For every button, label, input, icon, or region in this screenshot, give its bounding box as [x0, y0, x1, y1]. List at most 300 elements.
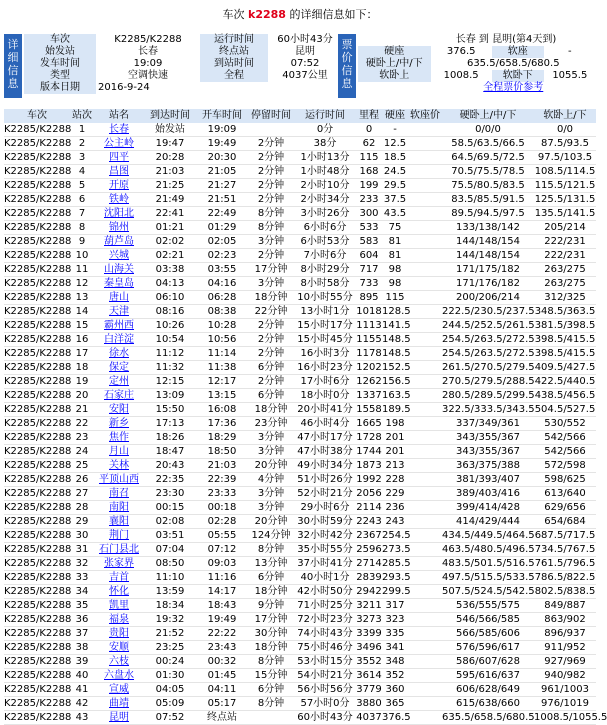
run-time-label: 运行时间 [200, 34, 268, 46]
station-link[interactable]: 唐山 [109, 292, 129, 303]
cell-stop: 18分钟 [248, 403, 294, 417]
col-header-stop: 停留时间 [248, 109, 294, 123]
cell-seq: 8 [70, 221, 94, 235]
station-link[interactable]: 石门县北 [99, 544, 139, 555]
cell-soft-sleeper: 629/656 [534, 501, 596, 515]
cell-soft-seat [408, 361, 442, 375]
cell-hard-seat: 243 [382, 515, 408, 529]
cell-stop: 18分钟 [248, 585, 294, 599]
cell-soft-sleeper: 734.5/767.5 [534, 544, 596, 555]
cell-km: 733 [356, 277, 382, 291]
cell-hard-seat: 201 [382, 445, 408, 459]
hard-sleeper-label: 硬卧上/中/下 [358, 58, 431, 70]
cell-hard-seat: 98 [382, 263, 408, 277]
cell-soft-seat [408, 207, 442, 221]
station-link[interactable]: 荆门 [109, 530, 129, 541]
station-link[interactable]: 昌图 [109, 166, 129, 177]
cell-train: K2285/K2288 [4, 306, 72, 317]
cell-stop: 17分钟 [248, 613, 294, 627]
cell-depart: 11:38 [196, 361, 248, 375]
cell-depart: 00:18 [196, 501, 248, 515]
cell-elapsed: 16小时23分 [294, 361, 356, 375]
price-route: 长春 到 昆明(第4天到) [455, 34, 557, 45]
depart-station-value: 长春 [138, 46, 158, 57]
station-link[interactable]: 六盘水 [104, 670, 134, 681]
cell-hard-seat: 81 [382, 249, 408, 263]
cell-elapsed: 17小时6分 [294, 375, 356, 389]
station-link[interactable]: 襄阳 [109, 516, 129, 527]
col-header-elapsed: 运行时间 [294, 109, 356, 123]
cell-station [94, 473, 144, 487]
station-link[interactable]: 徐水 [109, 348, 129, 359]
cell-train: K2285/K2288 [4, 292, 72, 303]
cell-km: 1744 [356, 446, 382, 457]
cell-soft-sleeper: 205/214 [534, 221, 596, 235]
cell-train: K2285/K2288 [4, 152, 72, 163]
cell-km: 3880 [356, 698, 382, 709]
cell-train: K2285/K2288 [4, 712, 72, 723]
station-link[interactable]: 南阳 [109, 502, 129, 513]
station-link[interactable]: 关林 [109, 460, 129, 471]
cell-train: K2285/K2288 [4, 600, 72, 611]
cell-stop: 4分钟 [248, 473, 294, 487]
cell-hard-sleeper: 270.5/279.5/288.5 [442, 376, 535, 387]
cell-station [94, 585, 144, 599]
cell-depart: 02:23 [196, 249, 248, 263]
station-link[interactable]: 铁岭 [109, 194, 129, 205]
col-header-depart: 开车时间 [196, 109, 248, 123]
station-link[interactable]: 贵阳 [109, 628, 129, 639]
cell-km: 3399 [356, 628, 382, 639]
cell-seq: 41 [70, 683, 94, 697]
cell-soft-sleeper: 542/566 [534, 445, 596, 459]
table-row [4, 501, 596, 515]
station-link[interactable]: 霸州西 [104, 320, 134, 331]
cell-hard-seat: 18.5 [383, 152, 407, 163]
cell-station [94, 627, 144, 641]
cell-soft-sleeper: 312/325 [534, 291, 596, 305]
cell-km: 604 [356, 249, 382, 263]
cell-soft-seat [408, 697, 442, 711]
cell-elapsed: 40小时1分 [294, 571, 356, 585]
cell-elapsed: 32小时42分 [294, 529, 356, 543]
cell-station [94, 613, 144, 627]
cell-elapsed: 35小时55分 [294, 543, 356, 557]
cell-depart: 21:03 [196, 459, 248, 473]
cell-soft-sleeper: 911/952 [534, 641, 596, 655]
station-link[interactable]: 南召 [109, 488, 129, 499]
cell-stop: 2分钟 [248, 137, 294, 151]
cell-arrive: 18:47 [144, 445, 196, 459]
cell-km: 4037 [356, 712, 382, 723]
cell-seq: 24 [70, 445, 94, 459]
station-link[interactable]: 宣威 [109, 684, 129, 695]
table-row [4, 235, 596, 249]
station-link[interactable]: 定州 [109, 376, 129, 387]
station-link[interactable]: 安顺 [109, 642, 129, 653]
cell-seq: 21 [70, 403, 94, 417]
cell-train: K2285/K2288 [4, 698, 72, 709]
cell-hard-seat: 156.5 [382, 376, 411, 387]
cell-soft-seat [408, 165, 442, 179]
cell-hard-seat: 229 [382, 487, 408, 501]
cell-seq: 28 [70, 501, 94, 515]
cell-hard-sleeper: 595/616/637 [442, 669, 534, 683]
cell-hard-seat: 189.5 [382, 404, 411, 415]
cell-seq: 35 [70, 599, 94, 613]
cell-hard-seat: 81 [382, 235, 408, 249]
cell-seq: 7 [70, 207, 94, 221]
cell-hard-seat: 348 [382, 655, 408, 669]
station-link[interactable]: 昆明 [109, 712, 129, 723]
cell-hard-seat: 285.5 [382, 558, 411, 569]
cell-hard-sleeper: 280.5/289.5/299.5 [442, 390, 535, 401]
cell-elapsed: 15小时17分 [294, 319, 356, 333]
table-row [4, 585, 596, 599]
station-link[interactable]: 焦作 [109, 432, 129, 443]
cell-station [94, 697, 144, 711]
cell-hard-seat: 75 [382, 221, 408, 235]
cell-soft-seat [408, 137, 442, 151]
depart-station-label: 始发站 [24, 46, 96, 58]
cell-seq: 11 [70, 263, 94, 277]
cell-train: K2285/K2288 [4, 656, 72, 667]
cell-train: K2285/K2288 [4, 334, 72, 345]
col-header-hard-sleeper: 硬卧上/中/下 [442, 109, 534, 123]
cell-elapsed: 20小时41分 [294, 403, 356, 417]
cell-hard-sleeper: 171/175/182 [442, 263, 534, 277]
cell-arrive: 10:26 [144, 319, 196, 333]
cell-train: K2285/K2288 [4, 544, 72, 555]
cell-station [94, 571, 144, 585]
cell-soft-sleeper: 542/566 [534, 431, 596, 445]
cell-train: K2285/K2288 [4, 320, 72, 331]
cell-km: 199 [356, 179, 382, 193]
cell-stop: 9分钟 [248, 599, 294, 613]
cell-soft-seat [408, 389, 442, 403]
station-link[interactable]: 石家庄 [104, 390, 134, 401]
timetable-body [4, 123, 607, 725]
cell-station [94, 235, 144, 249]
cell-arrive: 21:03 [144, 165, 196, 179]
cell-soft-seat [408, 319, 442, 333]
station-link[interactable]: 沈阳北 [104, 208, 134, 219]
table-row [4, 347, 596, 361]
station-link[interactable]: 公主岭 [104, 138, 134, 149]
cell-stop: 2分钟 [248, 151, 294, 165]
cell-hard-sleeper: 343/355/367 [442, 445, 534, 459]
cell-soft-seat [408, 123, 442, 137]
station-link[interactable]: 四平 [109, 152, 129, 163]
cell-km: 2714 [356, 558, 382, 569]
cell-km: 3211 [356, 600, 382, 611]
station-link[interactable]: 白洋淀 [104, 334, 134, 345]
cell-hard-sleeper: 389/403/416 [442, 487, 534, 501]
cell-hard-sleeper: 261.5/270.5/279.5 [442, 362, 535, 373]
cell-arrive: 04:05 [144, 683, 196, 697]
cell-depart: 09:03 [196, 557, 248, 571]
cell-stop: 3分钟 [248, 277, 294, 291]
cell-seq: 38 [70, 641, 94, 655]
cell-soft-sleeper: 598/625 [534, 473, 596, 487]
cell-hard-sleeper: 536/555/575 [442, 599, 534, 613]
cell-depart: 04:16 [196, 277, 248, 291]
cell-station [94, 347, 144, 361]
station-link[interactable]: 六枝 [109, 656, 129, 667]
cell-arrive: 22:41 [144, 207, 196, 221]
cell-station [94, 459, 144, 473]
cell-km: 895 [356, 291, 382, 305]
table-row [4, 683, 596, 697]
cell-km: 1262 [356, 376, 382, 387]
hard-seat-value: 376.5 [446, 46, 476, 57]
cell-hard-seat: 323 [382, 613, 408, 627]
cell-km: 300 [356, 207, 382, 221]
cell-hard-seat: 254.5 [382, 530, 411, 541]
cell-soft-seat [408, 641, 442, 655]
table-row [4, 361, 596, 375]
cell-station [94, 151, 144, 165]
cell-seq: 25 [70, 459, 94, 473]
station-link[interactable]: 开原 [109, 180, 129, 191]
cell-arrive: 02:21 [144, 249, 196, 263]
cell-seq: 14 [70, 305, 94, 319]
cell-train: K2285/K2288 [4, 460, 72, 471]
cell-hard-seat: 29.5 [383, 180, 407, 191]
cell-hard-seat: 148.5 [382, 334, 411, 345]
cell-soft-seat [408, 585, 442, 599]
table-row [4, 333, 596, 347]
cell-soft-seat [408, 571, 442, 585]
cell-stop: 17分钟 [248, 263, 294, 277]
page-title [0, 6, 600, 22]
cell-hard-seat: 341 [382, 641, 408, 655]
cell-arrive: 01:30 [144, 669, 196, 683]
train-number: k2288 [248, 8, 286, 21]
station-link[interactable]: 曲靖 [109, 698, 129, 709]
cell-hard-seat: 98 [382, 277, 408, 291]
cell-stop: 30分钟 [248, 627, 294, 641]
cell-hard-sleeper: 75.5/80.5/83.5 [442, 179, 534, 193]
cell-station [94, 501, 144, 515]
cell-hard-sleeper: 483.5/501.5/516.5 [442, 558, 535, 569]
cell-depart: 07:12 [196, 543, 248, 557]
cell-km: 2114 [356, 502, 382, 513]
cell-train: K2285/K2288 [4, 138, 72, 149]
cell-soft-seat [408, 151, 442, 165]
cell-arrive: 始发站 [144, 123, 196, 137]
cell-hard-seat: 152.5 [382, 362, 411, 373]
cell-train: K2285/K2288 [4, 404, 72, 415]
cell-hard-sleeper: 144/148/154 [442, 235, 534, 249]
full-fare-link[interactable]: 全程票价参考 [483, 82, 544, 93]
cell-station [94, 375, 144, 389]
table-row [4, 487, 596, 501]
cell-elapsed: 29小时6分 [294, 501, 356, 515]
cell-elapsed: 49小时34分 [294, 459, 356, 473]
cell-hard-seat: 12.5 [383, 138, 407, 149]
cell-hard-sleeper: 586/607/628 [442, 655, 534, 669]
cell-arrive: 23:30 [144, 487, 196, 501]
cell-depart: 22:49 [196, 207, 248, 221]
cell-seq: 6 [70, 193, 94, 207]
cell-train: K2285/K2288 [4, 222, 72, 233]
cell-hard-seat: 273.5 [382, 544, 411, 555]
cell-km: 0 [356, 123, 382, 137]
table-row [4, 249, 596, 263]
version-label: 版本日期 [24, 82, 96, 94]
cell-hard-sleeper: 222.5/230.5/237.5 [442, 306, 535, 317]
cell-station [94, 641, 144, 655]
depart-time-label: 发车时间 [24, 58, 96, 70]
train-value: K2285/K2288 [114, 34, 182, 45]
cell-soft-seat [408, 613, 442, 627]
station-link[interactable]: 天津 [109, 306, 129, 317]
cell-arrive: 00:15 [144, 501, 196, 515]
cell-hard-seat: 335 [382, 627, 408, 641]
station-link[interactable]: 保定 [109, 362, 129, 373]
cell-elapsed: 60小时43分 [294, 711, 356, 725]
cell-elapsed: 6小时6分 [294, 221, 356, 235]
cell-hard-seat: 293.5 [382, 572, 411, 583]
cell-hard-sleeper: 434.5/449.5/464.5 [442, 530, 535, 541]
cell-hard-sleeper: 89.5/94.5/97.5 [442, 207, 534, 221]
cell-stop: 2分钟 [248, 193, 294, 207]
cell-depart: 20:30 [196, 151, 248, 165]
cell-station [94, 137, 144, 151]
station-link[interactable]: 长春 [109, 124, 129, 135]
cell-soft-seat [408, 669, 442, 683]
cell-stop: 3分钟 [248, 501, 294, 515]
cell-depart: 10:56 [196, 333, 248, 347]
cell-station [94, 207, 144, 221]
cell-hard-sleeper: 381/393/407 [442, 473, 534, 487]
station-link[interactable]: 月山 [109, 446, 129, 457]
station-link[interactable]: 凯里 [109, 600, 129, 611]
cell-elapsed: 3小时26分 [294, 207, 356, 221]
cell-seq: 9 [70, 235, 94, 249]
cell-arrive: 03:38 [144, 263, 196, 277]
cell-stop: 13分钟 [248, 557, 294, 571]
cell-train: K2285/K2288 [4, 180, 72, 191]
cell-seq: 1 [70, 123, 94, 137]
station-link[interactable]: 福泉 [109, 614, 129, 625]
cell-train: K2285/K2288 [4, 530, 72, 541]
cell-train: K2285/K2288 [4, 446, 72, 457]
cell-train: K2285/K2288 [4, 250, 72, 261]
cell-soft-sleeper: 381.5/398.5 [534, 320, 596, 331]
cell-hard-seat: 228 [382, 473, 408, 487]
cell-depart: 02:05 [196, 235, 248, 249]
cell-hard-sleeper: 64.5/69.5/72.5 [442, 151, 534, 165]
version-value: 2016-9-24 [98, 82, 150, 93]
station-link[interactable]: 锦州 [109, 222, 129, 233]
cell-soft-seat [408, 263, 442, 277]
station-link[interactable]: 平顶山西 [99, 474, 139, 485]
price-info-label: 票价信息 [338, 34, 356, 98]
station-link[interactable]: 葫芦岛 [104, 236, 134, 247]
cell-station [94, 487, 144, 501]
cell-hard-seat: 360 [382, 683, 408, 697]
cell-soft-sleeper: 398.5/415.5 [534, 334, 596, 345]
cell-km: 1202 [356, 362, 382, 373]
cell-station [94, 445, 144, 459]
cell-stop: 6分钟 [248, 571, 294, 585]
station-link[interactable]: 怀化 [109, 586, 129, 597]
cell-hard-sleeper: 507.5/524.5/542.5 [442, 586, 535, 597]
cell-depart: 18:50 [196, 445, 248, 459]
cell-station [94, 417, 144, 431]
soft-lower-label: 软卧下 [492, 70, 544, 82]
table-row [4, 655, 596, 669]
cell-hard-sleeper: 343/355/367 [442, 431, 534, 445]
cell-soft-sleeper: 863/902 [534, 613, 596, 627]
cell-depart: 05:55 [196, 529, 248, 543]
cell-soft-seat [408, 599, 442, 613]
cell-elapsed: 52小时21分 [294, 487, 356, 501]
cell-hard-sleeper: 322.5/333.5/343.5 [442, 404, 535, 415]
cell-station [94, 683, 144, 697]
station-link[interactable]: 安阳 [109, 404, 129, 415]
cell-soft-sleeper: 761.5/796.5 [534, 558, 596, 569]
price-table [358, 34, 596, 94]
cell-stop: 8分钟 [248, 221, 294, 235]
cell-soft-sleeper: 896/937 [534, 627, 596, 641]
cell-station [94, 389, 144, 403]
table-row [4, 263, 596, 277]
cell-elapsed: 46小时4分 [294, 417, 356, 431]
cell-hard-seat: 201 [382, 431, 408, 445]
table-row [4, 291, 596, 305]
cell-arrive: 11:10 [144, 571, 196, 585]
cell-hard-seat: 236 [382, 501, 408, 515]
soft-lower-value: 1055.5 [552, 70, 588, 81]
station-link[interactable]: 山海关 [104, 264, 134, 275]
cell-soft-sleeper: 849/887 [534, 599, 596, 613]
table-row [4, 613, 596, 627]
cell-elapsed: 30小时59分 [294, 515, 356, 529]
cell-hard-seat: 128.5 [382, 306, 411, 317]
cell-soft-sleeper: 687.5/717.5 [534, 530, 596, 541]
station-link[interactable]: 秦皇岛 [104, 278, 134, 289]
cell-depart: 05:17 [196, 697, 248, 711]
cell-soft-seat [408, 543, 442, 557]
cell-hard-sleeper: 171/176/182 [442, 277, 534, 291]
station-link[interactable]: 张家界 [104, 558, 134, 569]
station-link[interactable]: 吉首 [109, 572, 129, 583]
cell-stop: 8分钟 [248, 697, 294, 711]
cell-elapsed: 51小时26分 [294, 473, 356, 487]
soft-upper-label: 软卧上 [358, 70, 431, 82]
cell-soft-seat [408, 347, 442, 361]
type-label: 类型 [24, 70, 96, 82]
cell-soft-sleeper: 961/1003 [534, 683, 596, 697]
cell-station [94, 165, 144, 179]
table-row [4, 179, 596, 193]
cell-arrive: 04:13 [144, 277, 196, 291]
table-row [4, 627, 596, 641]
station-link[interactable]: 兴城 [109, 250, 129, 261]
cell-hard-sleeper: 615/638/660 [442, 697, 534, 711]
cell-station [94, 431, 144, 445]
cell-soft-sleeper: 398.5/415.5 [534, 348, 596, 359]
cell-stop: 2分钟 [248, 333, 294, 347]
cell-soft-sleeper: 940/982 [534, 669, 596, 683]
cell-km: 583 [356, 235, 382, 249]
cell-seq: 34 [70, 585, 94, 599]
cell-depart: 03:55 [196, 263, 248, 277]
station-link[interactable]: 新乡 [109, 418, 129, 429]
